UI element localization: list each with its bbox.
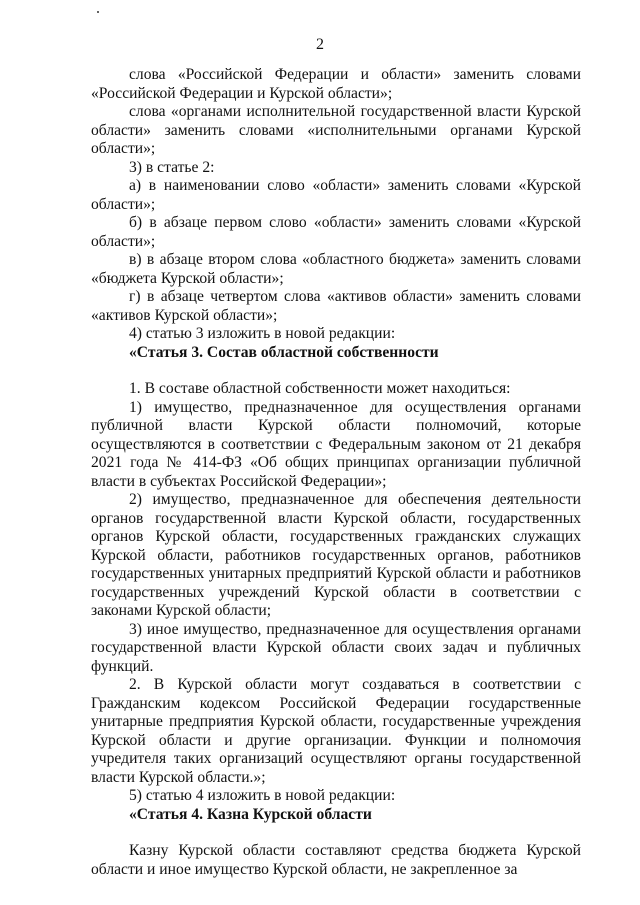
paragraph: слова «Российской Федерации и области» заменить словами «Российской Федерации и Курской области»; bbox=[91, 66, 581, 102]
paragraph: 5) статью 4 изложить в новой редакции: bbox=[129, 787, 396, 804]
paragraph: 1) имущество, предназначенное для осуществления органами публичной власти Курской области полномочий, которые осуществляются в соответствии с Федеральным законом от 21 декабря 2021 года № 414-ФЗ «Об общих принципах организации публичной власти в субъектах Российской Федерации»; bbox=[91, 398, 581, 490]
paragraph: 2. В Курской области могут создаваться в соответствии с Гражданским кодексом Российской Федерации государственные унитарные предприятия Курской области, государственные учреждения Курской области и другие организации. Функции и полномочия учредителя таких организаций осуществляют органы государственной власти Курской области.»; bbox=[91, 676, 581, 786]
scan-speck bbox=[97, 11, 99, 13]
paragraph: 2) имущество, предназначенное для обеспечения деятельности органов государственной власти Курской области, государственных органов Курской области, государственных гражданских служащих Курской области, работников государственных органов, работников государственных унитарных предприятий Курской области и работников государственных учреждений Курской области в соответствии с законами Курской области; bbox=[91, 491, 581, 619]
paragraph: г) в абзаце четвертом слова «активов области» заменить словами «активов Курской области»; bbox=[91, 288, 581, 324]
paragraph: 3) в статье 2: bbox=[129, 158, 215, 176]
paragraph: Казну Курской области составляют средства бюджета Курской области и иное имущество Курской области, не закрепленное за bbox=[91, 842, 581, 878]
article-heading: «Статья 4. Казна Курской области bbox=[129, 805, 372, 823]
paragraph: а) в наименовании слово «области» заменить словами «Курской области»; bbox=[91, 177, 581, 213]
spacer bbox=[91, 824, 581, 842]
paragraph: 4) статью 3 изложить в новой редакции: bbox=[129, 325, 396, 342]
paragraph: б) в абзаце первом слово «области» заменить словами «Курской области»; bbox=[91, 214, 581, 250]
page-number: 2 bbox=[316, 36, 324, 53]
paragraph: в) в абзаце втором слова «областного бюджета» заменить словами «бюджета Курской области»; bbox=[91, 251, 581, 287]
paragraph: слова «органами исполнительной государственной власти Курской области» заменить словами «исполнительными органами Курской области»; bbox=[91, 103, 581, 157]
document-body bbox=[91, 66, 581, 879]
paragraph: 1. В составе областной собственности может находиться: bbox=[129, 380, 511, 397]
article-heading: «Статья 3. Состав областной собственности bbox=[129, 343, 439, 361]
paragraph: 3) иное имущество, предназначенное для осуществления органами государственной власти Курской области своих задач и публичных функций. bbox=[91, 620, 581, 675]
spacer bbox=[91, 362, 581, 380]
